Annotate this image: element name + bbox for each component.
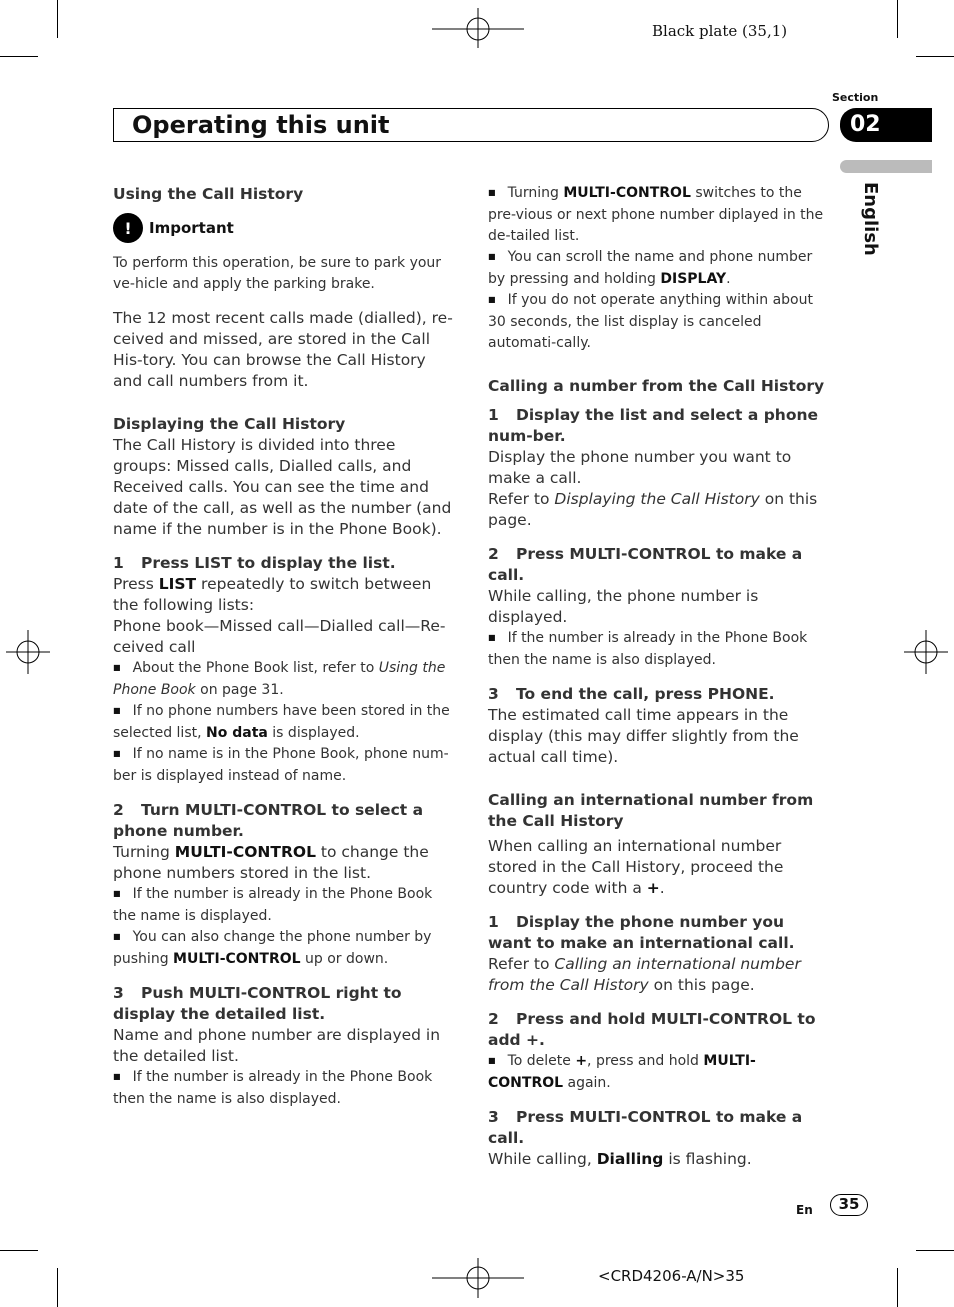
step-1-title: 1 Press LIST to display the list.	[113, 554, 396, 572]
section-number-badge	[840, 108, 932, 142]
page-number-badge	[830, 1194, 868, 1216]
section-number: 02	[850, 112, 881, 137]
call-step-2-title: 2 Press MULTI-CONTROL to make a call.	[488, 545, 803, 584]
important-text: To perform this operation, be sure to park your ve-hicle and apply the parking brake.	[113, 255, 442, 292]
call-step-1-ref: Refer to Displaying the Call History on this page.	[488, 490, 818, 529]
step-1-bullet: ■ If no name is in the Phone Book, phone num-ber is displayed instead of name.	[113, 744, 455, 787]
step-2-text: Turning MULTI-CONTROL to change the phone numbers stored in the list.	[113, 843, 429, 882]
page-number: 35	[838, 1195, 860, 1213]
intl-step-1-ref: Refer to Calling an international number from the Call History on this page.	[488, 955, 801, 994]
step-1-bullet: ■ If no phone numbers have been stored in the selected list, No data is displayed.	[113, 701, 455, 744]
crop-mark	[916, 56, 954, 57]
plate-label: Black plate (35,1)	[652, 22, 788, 40]
registration-mark-right	[904, 630, 948, 674]
page-title-bar	[113, 108, 829, 142]
call-step-2-bullet: ■ If the number is already in the Phone Book then the name is also displayed.	[488, 628, 830, 671]
call-step-2-text: While calling, the phone number is displayed.	[488, 587, 759, 626]
crop-mark	[0, 56, 38, 57]
document-code: <CRD4206-A/N>35	[598, 1267, 745, 1285]
step-3-bullet: ■ If the number is already in the Phone Book then the name is also displayed.	[113, 1067, 455, 1110]
intl-step-3-title: 3 Press MULTI-CONTROL to make a call.	[488, 1108, 803, 1147]
intl-step-2-title: 2 Press and hold MULTI-CONTROL to add +.	[488, 1010, 816, 1049]
important-icon: !	[113, 213, 143, 243]
step-3-title: 3 Push MULTI-CONTROL right to display the detailed list.	[113, 984, 402, 1023]
display-text: The Call History is divided into three groups: Missed calls, Dialled calls, and Received calls. You can see the time and date of the call, as well as the number (and name if the number is in the Phone Book).	[113, 436, 452, 538]
step-2-title: 2 Turn MULTI-CONTROL to select a phone number.	[113, 801, 424, 840]
crop-mark	[897, 1268, 898, 1307]
left-column	[113, 184, 455, 1110]
heading-displaying: Displaying the Call History	[113, 415, 346, 433]
language-label: English	[860, 182, 881, 256]
registration-mark-bottom	[432, 1258, 524, 1298]
crop-mark	[0, 1250, 38, 1251]
crop-mark	[57, 0, 58, 38]
registration-mark-top	[432, 8, 524, 48]
call-step-1-text: Display the phone number you want to make a call.	[488, 448, 792, 487]
crop-mark	[916, 1250, 954, 1251]
section-label: Section	[832, 91, 879, 104]
call-step-1-title: 1 Display the list and select a phone num-ber.	[488, 406, 819, 445]
page-title: Operating this unit	[132, 111, 390, 139]
detail-bullet: ■ If you do not operate anything within about 30 seconds, the list display is canceled automati-cally.	[488, 290, 830, 354]
detail-bullet: ■ Turning MULTI-CONTROL switches to the pre-vious or next phone number diplayed in the de-tailed list.	[488, 183, 830, 247]
important-label: Important	[149, 219, 234, 237]
step-1-bullet: ■ About the Phone Book list, refer to Using the Phone Book on page 31.	[113, 658, 455, 701]
step-1-lists: Phone book—Missed call—Dialled call—Re-ceived call	[113, 617, 446, 656]
registration-mark-left	[6, 630, 50, 674]
crop-mark	[897, 0, 898, 38]
crop-mark	[57, 1268, 58, 1307]
language-tab	[840, 160, 932, 173]
call-step-3-title: 3 To end the call, press PHONE.	[488, 685, 775, 703]
step-2-bullet: ■ If the number is already in the Phone Book the name is displayed.	[113, 884, 455, 927]
intl-step-1-title: 1 Display the phone number you want to make an international call.	[488, 913, 795, 952]
international-text: When calling an international number stored in the Call History, proceed the country code with a +.	[488, 837, 784, 897]
step-3-text: Name and phone number are displayed in the detailed list.	[113, 1026, 441, 1065]
step-2-bullet: ■ You can also change the phone number by pushing MULTI-CONTROL up or down.	[113, 927, 455, 970]
step-1-text: Press LIST repeatedly to switch between the following lists:	[113, 575, 432, 614]
heading-calling: Calling a number from the Call History	[488, 377, 825, 395]
intl-step-2-bullet: ■ To delete +, press and hold MULTI-CONTROL again.	[488, 1051, 830, 1094]
footer-language-code: En	[796, 1203, 813, 1217]
call-step-3-text: The estimated call time appears in the display (this may differ slightly from the actual call time).	[488, 706, 799, 766]
detail-bullet: ■ You can scroll the name and phone number by pressing and holding DISPLAY.	[488, 247, 830, 290]
right-column	[488, 183, 830, 1170]
important-notice	[113, 213, 455, 243]
intro-text: The 12 most recent calls made (dialled), re-ceived and missed, are stored in the Call His-tory. You can browse the Call History and call numbers from it.	[113, 309, 453, 390]
heading-international: Calling an international number from the Call History	[488, 791, 814, 830]
intl-step-3-text: While calling, Dialling is flashing.	[488, 1150, 752, 1168]
heading-using-call-history: Using the Call History	[113, 185, 304, 203]
